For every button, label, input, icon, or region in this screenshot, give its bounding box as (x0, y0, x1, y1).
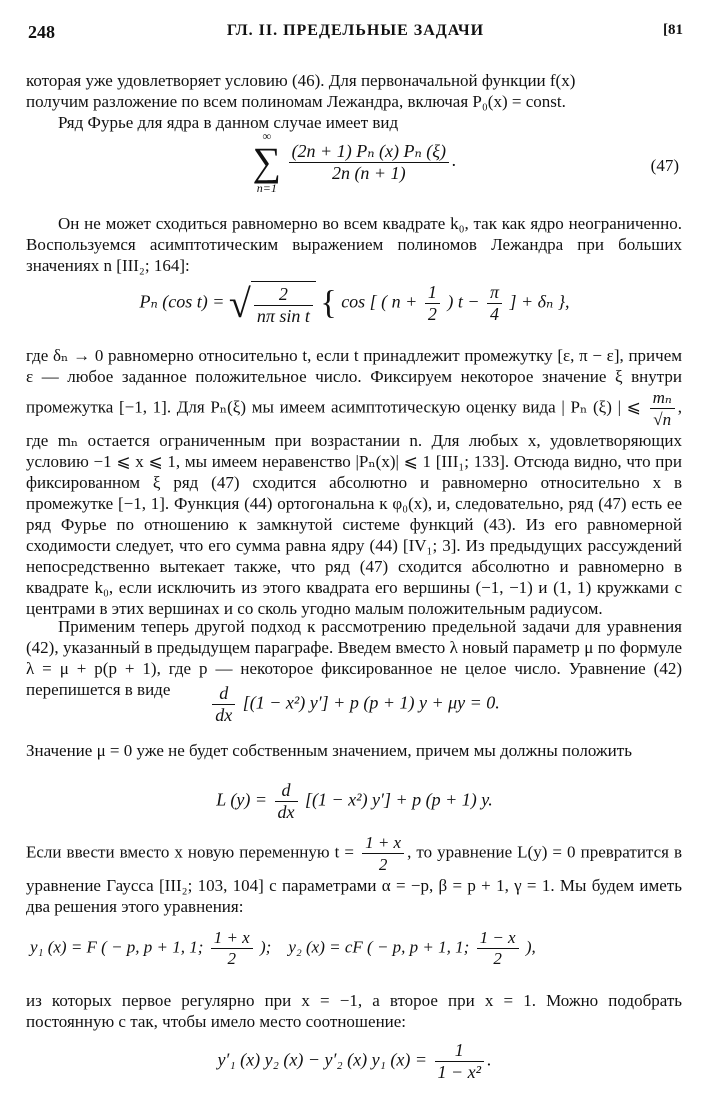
page-number: 248 (28, 22, 55, 42)
running-header (28, 22, 683, 48)
formula-47: ∞ ∑ n=1 $\frac{\text{(2n + 1) Pₙ (x) Pₙ (ξ)}}{2n (n + 1)}$ . (47) (252, 129, 679, 195)
equation-number: (47) (650, 156, 679, 175)
paragraph-asymptotic: Он не может сходиться равномерно во всем квадрате k₀, так как ядро неограниченно. Воспользуемся асимптотическим выражением полиномов Лежандра при больших значениях n [III₂; 164]: (26, 214, 682, 275)
paragraph-gauss: Если ввести вместо x новую переменную t = $\frac{1 + x}{2}$ , то уравнение L(y) = 0 превратится в уравнение Гаусса [III₂; 103, 104] с параметрами α = −p, β = p + 1, γ = 1. Мы будем иметь два решения этого уравнения: (26, 833, 683, 916)
sum-operator: ∞ ∑ n=1 (252, 129, 282, 195)
square-root: √ $\frac{2}{\text{nπ sin t}}$ (229, 280, 316, 327)
paragraph-constant: из которых первое регулярно при x = −1, а второе при x = 1. Можно подобрать постоянную c так, чтобы имело место соотношение: (26, 991, 682, 1031)
paragraph-estimate: где δₙ → 0 равномерно относительно t, если t принадлежит промежутку [ε, π − ε], причем ε — любое заданное положительное число. Фиксируем некоторое значение ξ внутри промежутка [−1, 1]. Для Pₙ(ξ) мы имеем асимптотическую оценку вида | Pₙ (ξ) | ⩽ $\frac{\text{mₙ}}{√n}$ , где mₙ остается ограниченным при возрастании n. Для любых x, удовлетворяющих условию −1 ⩽ x ⩽ 1, мы имеем неравенство |Pₙ(x)| ⩽ 1 [III₁; 133]. Отсюда видно, что при фиксированном ξ ряд (47) сходится абсолютно и равномерно относительно x в промежутке [−1, 1]. Функция (44) ортогональна к φ₀(x), и, следовательно, ряд (47) есть ее ряд Фурье по отношению к замкнутой системе функций (43). Из его равномерной сходимости следует, что его сумма равна ядру (44) [IV₁; 3]. Из предыдущих рассуждений непосредственно вытекает также, что ряд (47) сходится абсолютно и равномерно в квадрате k₀, если исключить из этого квадрата его вершины (−1, −1) и (1, 1) кружками с центрами в этих вершинах и со сколь угодно малым положительным радиусом. (26, 346, 683, 618)
formula-solutions: y₁ (x) = F ( − p, p + 1, 1; $\frac{1 + x}{2}$ ); y₂ (x) = cF ( − p, p + 1, 1; $\frac{1 - x}{2}$ ), (30, 928, 536, 968)
text-line: которая уже удовлетворяет условию (46). Для первоначальной функции f(x) (26, 71, 576, 90)
paragraph-new-parameter: Применим теперь другой подход к рассмотрению предельной задачи для уравнения (42), указанный в предыдущем параграфе. Введем вместо λ новый параметр μ по формуле λ = μ + p(p + 1), где p — некоторое фиксированное не целое число. Уравнение (42) перепишется в виде (26, 617, 682, 699)
paragraph-intro (26, 70, 682, 133)
formula-ode: $\frac{d}{dx}$ [(1 − x²) y′] + p (p + 1) y + μy = 0. (0, 683, 709, 726)
text-line: получим разложение по всем полиномам Лежандра, включая P₀(x) = const. (26, 92, 566, 111)
formula-L: L (y) = $\frac{d}{dx}$ [(1 − x²) y′] + p (p + 1) y. (216, 780, 493, 822)
section-number: [81 (663, 22, 683, 38)
text-line: Ряд Фурье для ядра в данном случае имеет вид (58, 113, 399, 132)
formula-asymptotic: Pₙ (cos t) = √ $\frac{2}{\text{nπ sin t}}$ { cos [ ( n + $\frac{1}{2}$ ) t − $\frac{\pi}{4}$ ] + δₙ }, (139, 281, 570, 326)
formula-wronskian: y′₁ (x) y₂ (x) − y′₂ (x) y₁ (x) = $\frac{1}{\text{1 − x²}}$ . (217, 1040, 492, 1082)
paragraph-mu: Значение μ = 0 уже не будет собственным значением, причем мы должны положить (26, 741, 632, 760)
fraction: $\frac{\text{(2n + 1) Pₙ (x) Pₙ (ξ)}}{2n (n + 1)}$ (289, 141, 449, 184)
chapter-title: ГЛ. II. ПРЕДЕЛЬНЫЕ ЗАДАЧИ (226, 22, 485, 39)
